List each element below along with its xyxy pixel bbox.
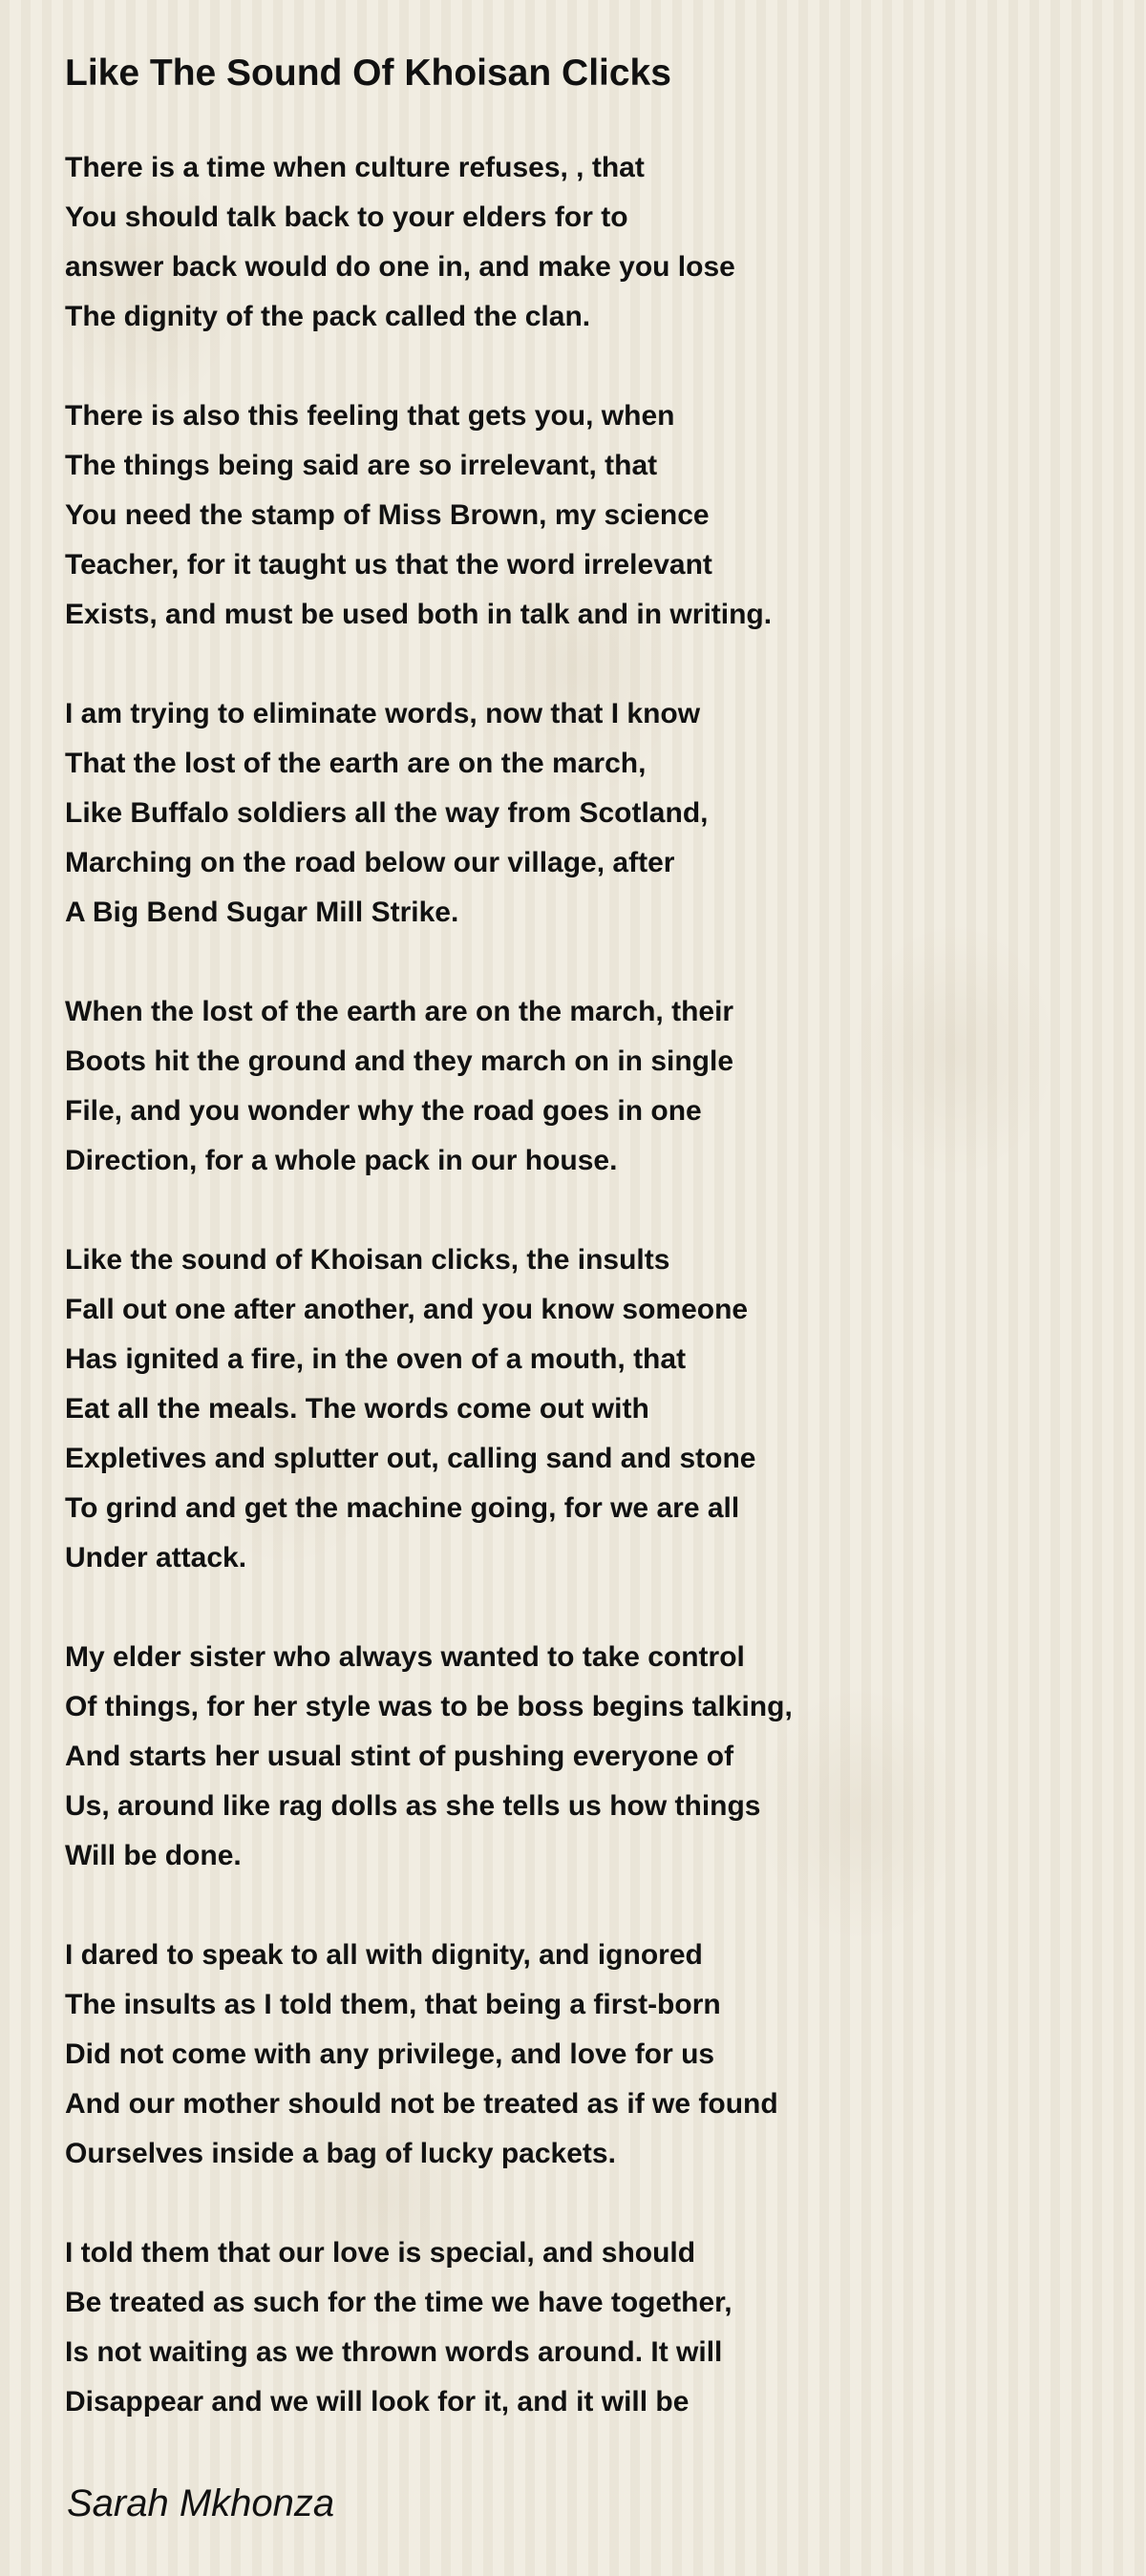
poem-line: To grind and get the machine going, for we are all [65,1492,740,1524]
poem-body [65,143,1096,2477]
poem-line: File, and you wonder why the road goes in one [65,1095,702,1127]
poem-line: The dignity of the pack called the clan. [65,301,591,332]
poem-line: Boots hit the ground and they march on in single [65,1045,734,1077]
stanza [65,1235,1096,1583]
poem-line: I dared to speak to all with dignity, and ignored [65,1939,703,1971]
poem-line: Fall out one after another, and you know someone [65,1294,749,1325]
stanza [65,2228,1096,2427]
poem-line: You should talk back to your elders for to [65,201,628,233]
poem-line: I am trying to eliminate words, now that I know [65,698,701,729]
stanza [65,987,1096,1186]
poem-line: Disappear and we will look for it, and it will be [65,2386,690,2418]
poem-line: There is also this feeling that gets you, when [65,400,675,432]
poem-line: A Big Bend Sugar Mill Strike. [65,897,459,928]
poem-line: That the lost of the earth are on the march, [65,748,647,779]
poem-line: Did not come with any privilege, and love for us [65,2038,715,2070]
poem-line: Expletives and splutter out, calling sand and stone [65,1443,756,1474]
poem-line: Teacher, for it taught us that the word irrelevant [65,549,712,581]
poem-line: There is a time when culture refuses, , that [65,152,645,183]
poem-line: Like the sound of Khoisan clicks, the insults [65,1244,670,1276]
poem-line: And our mother should not be treated as if we found [65,2088,778,2120]
poem-line: Us, around like rag dolls as she tells us how things [65,1790,761,1822]
poem-title: Like The Sound Of Khoisan Clicks [65,53,671,94]
poem-line: Be treated as such for the time we have together, [65,2287,732,2318]
stanza [65,689,1096,938]
poem-line: Is not waiting as we thrown words around. It will [65,2336,723,2368]
poem-line: answer back would do one in, and make you lose [65,251,735,283]
poem-line: Will be done. [65,1840,242,1871]
poem-line: The things being said are so irrelevant, that [65,450,658,481]
poem-line: You need the stamp of Miss Brown, my science [65,499,710,531]
poem-line: The insults as I told them, that being a first-born [65,1989,721,2020]
poem-line: Like Buffalo soldiers all the way from Scotland, [65,797,709,829]
stanza [65,391,1096,640]
poem-line: Eat all the meals. The words come out with [65,1393,649,1425]
poem-line: Direction, for a whole pack in our house. [65,1145,618,1176]
poem-line: And starts her usual stint of pushing everyone of [65,1741,734,1772]
stanza [65,1931,1096,2179]
poem-line: Ourselves inside a bag of lucky packets. [65,2138,616,2169]
poem-line: Exists, and must be used both in talk and in writing. [65,599,773,630]
poem-line: When the lost of the earth are on the march, their [65,996,734,1027]
poem-line: My elder sister who always wanted to take control [65,1641,745,1673]
poem-line: Of things, for her style was to be boss begins talking, [65,1691,793,1722]
stanza [65,143,1096,342]
poem-line: I told them that our love is special, and should [65,2237,696,2269]
author-signature: Sarah Mkhonza [67,2482,335,2524]
stanza [65,1633,1096,1881]
poem-line: Under attack. [65,1542,247,1573]
poem-line: Has ignited a fire, in the oven of a mouth, that [65,1343,687,1375]
poem-line: Marching on the road below our village, after [65,847,675,878]
